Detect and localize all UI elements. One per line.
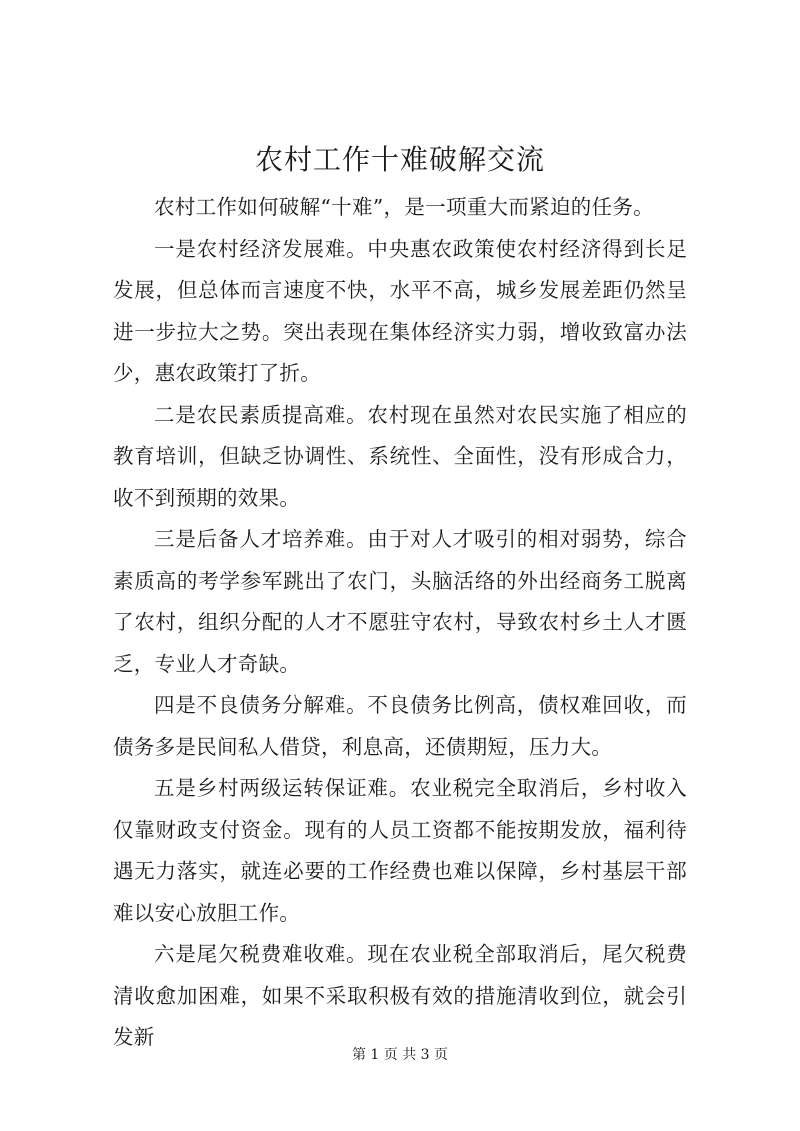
document-title: 农村工作十难破解交流 xyxy=(254,143,545,176)
paragraph-4: 四是不良债务分解难。不良债务比例高，债权难回收，而债务多是民间私人借贷，利息高，还债期短，压力大。 xyxy=(113,693,687,759)
paragraph-3: 三是后备人才培养难。由于对人才吸引的相对弱势，综合素质高的考学参军跳出了农门，头脑活络的外出经商务工脱离了农村，组织分配的人才不愿驻守农村，导致农村乡土人才匮乏，专业人才奇缺。 xyxy=(113,527,687,676)
paragraph-5: 五是乡村两级运转保证难。农业税完全取消后，乡村收入仅靠财政支付资金。现有的人员工资都不能按期发放，福利待遇无力落实，就连必要的工作经费也难以保障，乡村基层干部难以安心放胆工作。 xyxy=(113,776,687,925)
paragraph-2: 二是农民素质提高难。农村现在虽然对农民实施了相应的教育培训，但缺乏协调性、系统性、全面性，没有形成合力，收不到预期的效果。 xyxy=(113,402,687,510)
document-body xyxy=(113,187,687,1059)
page-footer: 第 1 页 共 3 页 xyxy=(351,1047,449,1063)
paragraph-intro: 农村工作如何破解“十难”，是一项重大而紧迫的任务。 xyxy=(154,195,654,219)
paragraph-6: 六是尾欠税费难收难。现在农业税全部取消后，尾欠税费清收愈加困难，如果不采取积极有效的措施清收到位，就会引发新 xyxy=(113,942,687,1049)
paragraph-1: 一是农村经济发展难。中央惠农政策使农村经济得到长足发展，但总体而言速度不快，水平不高，城乡发展差距仍然呈进一步拉大之势。突出表现在集体经济实力弱，增收致富办法少，惠农政策打了折。 xyxy=(113,236,687,385)
